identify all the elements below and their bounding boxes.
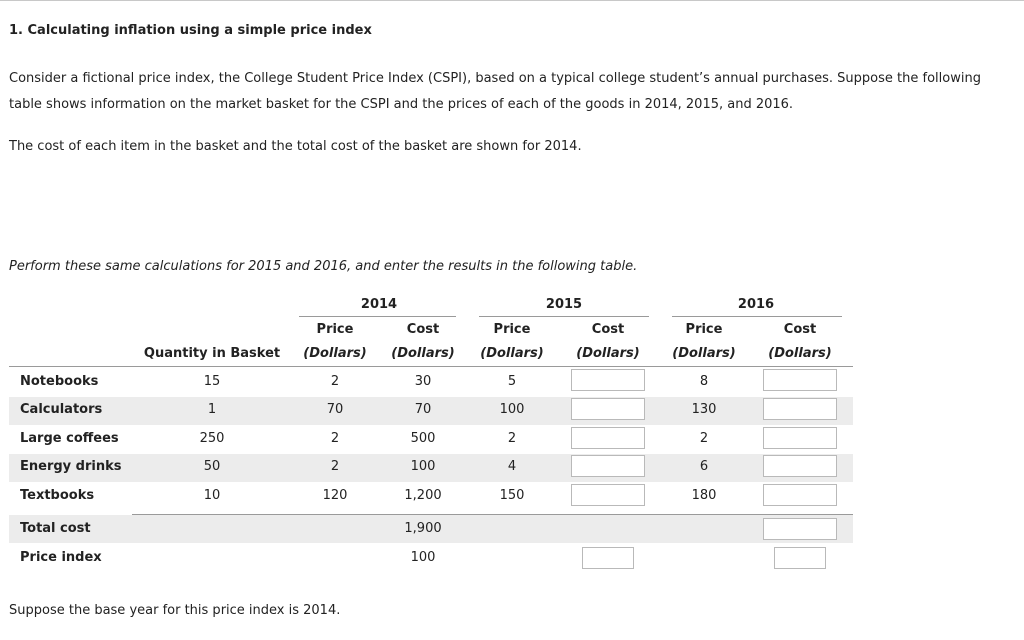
quantity-cell: 250 [199,431,225,446]
price-index-2015-input[interactable] [582,547,634,569]
price-2016-cell: 2 [699,431,709,446]
price-2016-cell: 6 [699,459,709,474]
row-item-label: Notebooks [20,374,99,389]
price-2014-cell: 2 [330,459,340,474]
note-paragraph: The cost of each item in the basket and the total cost of the basket are shown for 2014. [9,139,582,154]
col-quantity: Quantity in Basket [143,346,281,361]
col-price-2015: Price [493,322,531,337]
row-item-label: Large coffees [20,431,119,446]
row-item-label: Textbooks [20,488,95,503]
quantity-cell: 15 [203,374,221,389]
price-2016-cell: 180 [691,488,717,503]
instruction-paragraph: Perform these same calculations for 2015 and 2016, and enter the results in the following table. [9,259,638,274]
price-2014-cell: 70 [326,402,344,417]
intro-paragraph: Consider a fictional price index, the College Student Price Index (CSPI), based on a typical college student’s annual purchases. Suppose the following table shows information on the market basket for the CSPI and the prices of each of the goods in 2014, 2015, and 2016. [9,71,981,112]
quantity-cell: 10 [203,488,221,503]
col-unit-price-2015: (Dollars) [480,346,544,361]
total-cost-label: Total cost [20,521,91,536]
problem-title: 1. Calculating inflation using a simple price index [9,23,372,38]
price-2015-cell: 5 [507,374,517,389]
year-header-2014: 2014 [360,297,398,312]
year-underline-2016 [672,316,842,317]
header-divider [9,366,853,367]
quantity-cell: 50 [203,459,221,474]
cost-2015-input[interactable] [571,455,645,477]
cost-2015-input[interactable] [571,427,645,449]
col-unit-cost-2015: (Dollars) [576,346,640,361]
base-year-note: Suppose the base year for this price index is 2014. [9,603,341,618]
cost-2015-input[interactable] [571,484,645,506]
price-2014-cell: 120 [322,488,348,503]
col-unit-cost-2014: (Dollars) [391,346,455,361]
price-index-2014: 100 [410,550,436,565]
price-2015-cell: 2 [507,431,517,446]
cost-2015-input[interactable] [571,369,645,391]
cost-2014-cell: 30 [414,374,432,389]
col-cost-2015: Cost [591,322,625,337]
price-2016-cell: 8 [699,374,709,389]
cspi-table [9,290,853,580]
total-cost-2016-input[interactable] [763,518,837,540]
price-index-label: Price index [20,550,102,565]
price-index-2016-input[interactable] [774,547,826,569]
price-2016-cell: 130 [691,402,717,417]
total-cost-2014: 1,900 [404,521,442,536]
cost-2015-input[interactable] [571,398,645,420]
cost-2016-input[interactable] [763,427,837,449]
cost-2014-cell: 70 [414,402,432,417]
col-price-2016: Price [685,322,723,337]
top-divider [0,0,1024,1]
cost-2014-cell: 500 [410,431,436,446]
price-2015-cell: 100 [499,402,525,417]
quantity-cell: 1 [207,402,217,417]
price-2015-cell: 150 [499,488,525,503]
cost-2016-input[interactable] [763,398,837,420]
year-underline-2014 [299,316,456,317]
row-item-label: Calculators [20,402,103,417]
price-2015-cell: 4 [507,459,517,474]
col-cost-2014: Cost [406,322,440,337]
cost-2016-input[interactable] [763,484,837,506]
col-unit-cost-2016: (Dollars) [768,346,832,361]
price-2014-cell: 2 [330,431,340,446]
row-item-label: Energy drinks [20,459,122,474]
col-unit-price-2016: (Dollars) [672,346,736,361]
cost-2016-input[interactable] [763,369,837,391]
year-header-2016: 2016 [737,297,775,312]
year-header-2015: 2015 [545,297,583,312]
cost-2014-cell: 100 [410,459,436,474]
col-price-2014: Price [316,322,354,337]
cost-2014-cell: 1,200 [404,488,442,503]
col-cost-2016: Cost [783,322,817,337]
col-unit-price-2014: (Dollars) [303,346,367,361]
price-2014-cell: 2 [330,374,340,389]
year-underline-2015 [479,316,649,317]
total-divider [132,514,853,515]
cost-2016-input[interactable] [763,455,837,477]
